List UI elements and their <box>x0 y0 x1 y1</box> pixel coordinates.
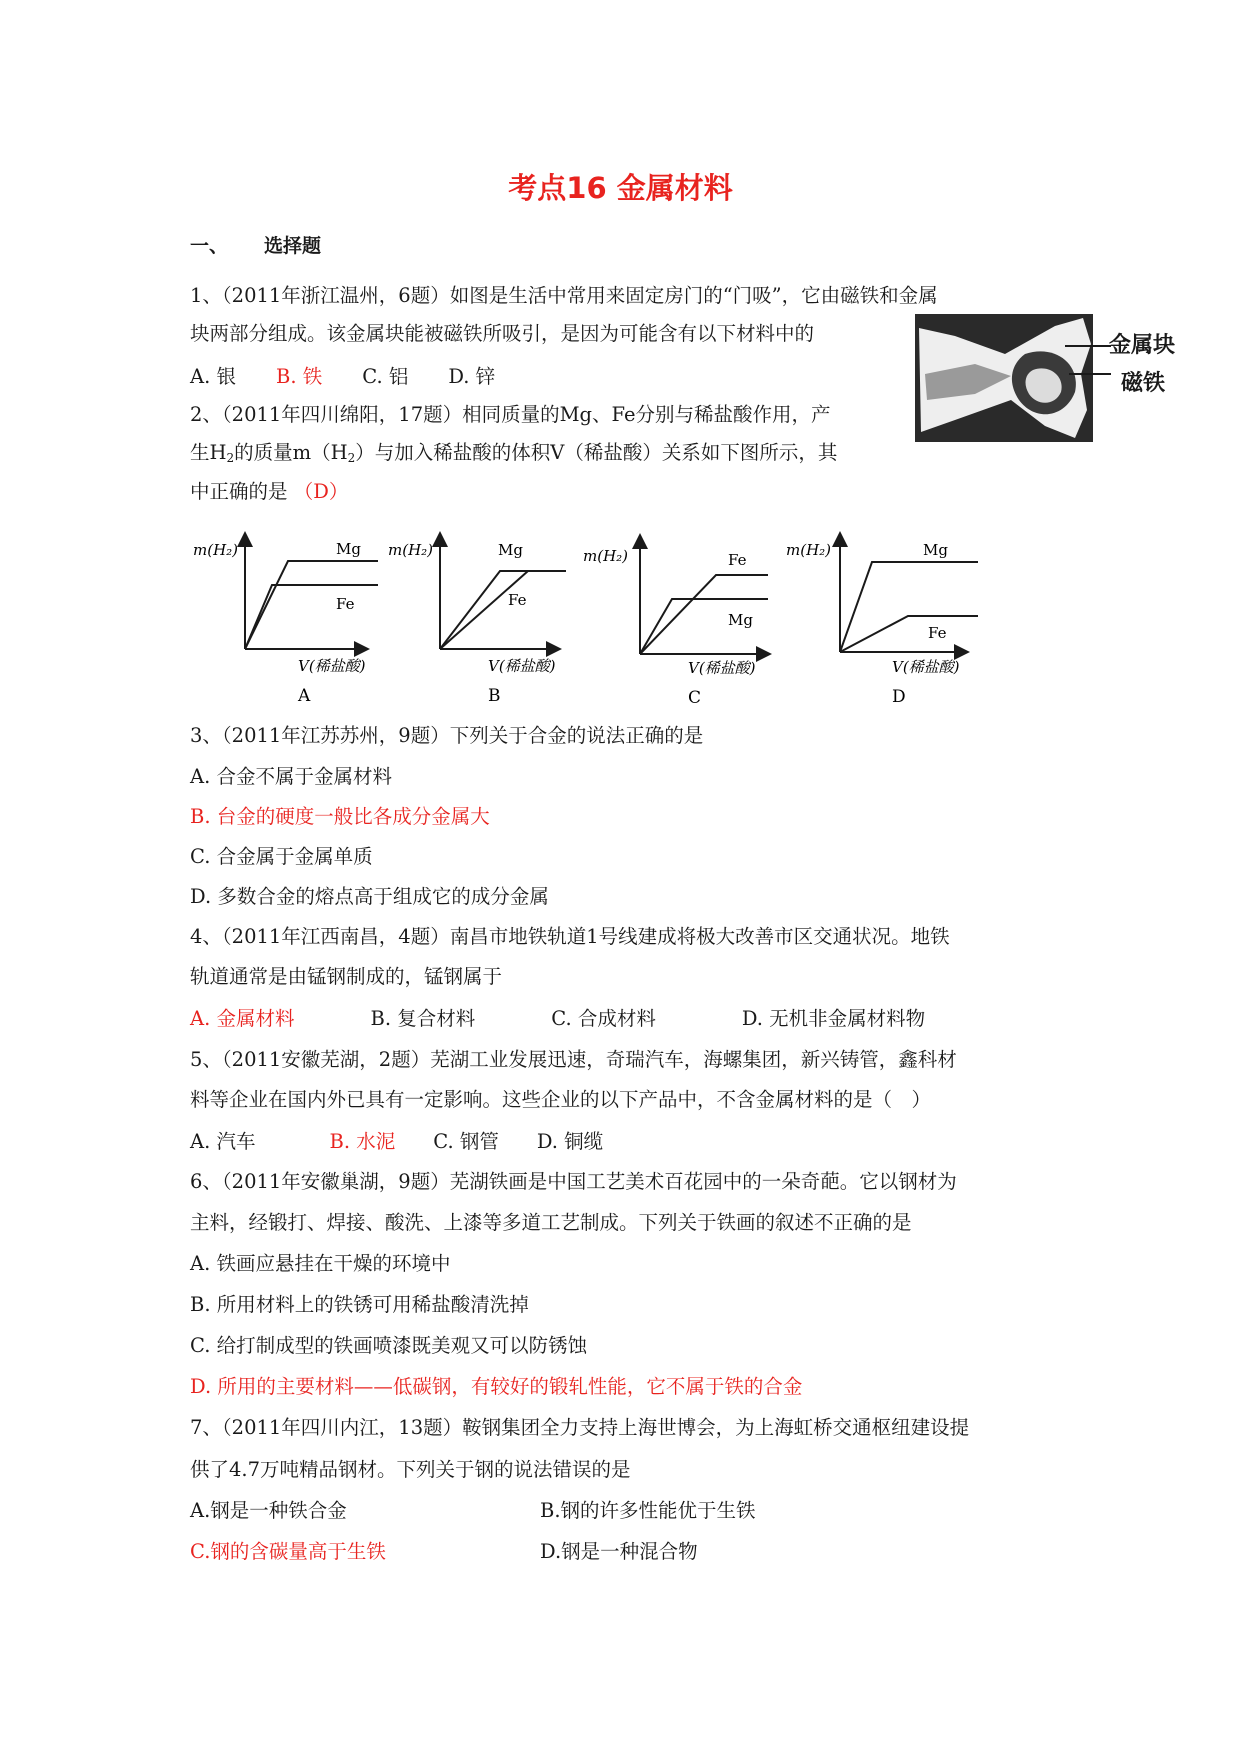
graph-d-ylabel: m(H₂) <box>786 541 832 559</box>
q1-option-d: D. 锌 <box>448 365 496 388</box>
graph-b <box>388 535 566 706</box>
graph-a-bottom-label: Fe <box>336 595 355 613</box>
graph-c-xlabel: V(稀盐酸) <box>688 659 756 677</box>
q2-text: ）与加入稀盐酸的体积V（稀盐酸）关系如下图所示，其 <box>355 441 838 464</box>
q2-subscript: 2 <box>347 451 356 465</box>
q3-option-a: A. 合金不属于金属材料 <box>190 765 392 788</box>
graph-b-ylabel: m(H₂) <box>388 541 434 559</box>
graph-a-letter: A <box>298 686 311 706</box>
page-title: 考点16 金属材料 <box>508 171 733 205</box>
q5-option-c: C. 钢管 <box>433 1130 499 1153</box>
q5-stem-line2: 料等企业在国内外已具有一定影响。这些企业的以下产品中，不含金属材料的是（ ） <box>190 1088 932 1111</box>
graph-d-letter: D <box>892 687 906 707</box>
q4-stem-line1: 4、（2011年江西南昌，4题）南昌市地铁轨道1号线建成将极大改善市区交通状况。地铁 <box>190 925 950 948</box>
graph-c <box>583 537 768 708</box>
q7-option-c-answer: C.钢的含碳量高于生铁 <box>190 1540 386 1563</box>
q6-stem-line2: 主料，经锻打、焊接、酸洗、上漆等多道工艺制成。下列关于铁画的叙述不正确的是 <box>190 1211 912 1234</box>
q2-subscript: 2 <box>226 451 235 465</box>
metal-block-label: 金属块 <box>1109 332 1176 358</box>
graph-a <box>193 535 378 706</box>
q4-stem-line2: 轨道通常是由锰钢制成的，锰钢属于 <box>190 965 503 988</box>
q4-option-a-answer: A. 金属材料 <box>190 1007 295 1030</box>
q3-stem: 3、（2011年江苏苏州，9题）下列关于合金的说法正确的是 <box>190 724 704 747</box>
q2-text: 生H <box>190 441 227 464</box>
graph-a-xlabel: V(稀盐酸) <box>298 657 366 675</box>
q5-option-d: D. 铜缆 <box>536 1130 604 1153</box>
door-stopper-image <box>915 314 1207 442</box>
q4-option-d: D. 无机非金属材料物 <box>741 1007 926 1030</box>
graph-d <box>786 535 978 707</box>
q3-option-c: C. 合金属于金属单质 <box>190 845 373 868</box>
section-label: 选择题 <box>264 235 322 257</box>
graph-c-bottom-label: Mg <box>728 611 753 629</box>
graph-c-top-label: Fe <box>728 551 747 569</box>
graph-b-fe-line <box>440 571 528 649</box>
q2-answer: （D） <box>293 480 349 503</box>
graph-b-letter: B <box>488 686 501 706</box>
q2-stem-line2 <box>190 443 837 464</box>
q6-option-d-answer: D. 所用的主要材料——低碳钢，有较好的锻轧性能，它不属于铁的合金 <box>190 1375 803 1398</box>
q2-stem-line1: 2、（2011年四川绵阳，17题）相同质量的Mg、Fe分别与稀盐酸作用，产 <box>190 403 831 426</box>
q7-option-d: D.钢是一种混合物 <box>540 1540 698 1563</box>
graph-a-mg-line <box>245 561 378 649</box>
graph-a-fe-line <box>245 585 378 649</box>
graph-b-bottom-label: Fe <box>508 591 527 609</box>
q7-stem-line1: 7、（2011年四川内江，13题）鞍钢集团全力支持上海世博会，为上海虹桥交通枢纽建设提 <box>190 1416 970 1439</box>
q5-option-a: A. 汽车 <box>190 1130 256 1153</box>
graph-c-letter: C <box>688 688 702 708</box>
q1-options <box>190 367 495 387</box>
q2-text: 的质量m（H <box>234 441 348 464</box>
q6-option-c: C. 给打制成型的铁画喷漆既美观又可以防锈蚀 <box>190 1334 588 1357</box>
graph-d-bottom-label: Fe <box>928 624 947 642</box>
q2-graphs <box>188 525 1070 720</box>
graph-b-top-label: Mg <box>498 541 523 559</box>
q1-option-c: C. 铝 <box>362 365 409 388</box>
q2-stem-line3 <box>190 482 348 502</box>
q7-stem-line2: 供了4.7万吨精品钢材。下列关于钢的说法错误的是 <box>190 1458 631 1481</box>
graph-a-top-label: Mg <box>336 540 361 558</box>
q1-option-b-answer: B. 铁 <box>275 365 323 388</box>
q4-option-b: B. 复合材料 <box>370 1007 476 1030</box>
graph-a-ylabel: m(H₂) <box>193 541 239 559</box>
q6-option-b: B. 所用材料上的铁锈可用稀盐酸清洗掉 <box>190 1293 529 1316</box>
graph-d-fe-line <box>840 616 978 652</box>
q7-option-b: B.钢的许多性能优于生铁 <box>540 1499 756 1522</box>
q5-stem-line1: 5、（2011安徽芜湖，2题）芜湖工业发展迅速，奇瑞汽车，海螺集团，新兴铸管，鑫科材 <box>190 1048 957 1071</box>
graph-d-top-label: Mg <box>923 541 948 559</box>
q1-option-a: A. 银 <box>190 365 236 388</box>
q1-stem-line1: 1、（2011年浙江温州，6题）如图是生活中常用来固定房门的“门吸”，它由磁铁和金属 <box>190 284 938 307</box>
q6-option-a: A. 铁画应悬挂在干燥的环境中 <box>190 1252 451 1275</box>
graph-b-xlabel: V(稀盐酸) <box>488 657 556 675</box>
q2-text: 中正确的是 <box>190 480 294 503</box>
q1-stem-line2: 块两部分组成。该金属块能被磁铁所吸引，是因为可能含有以下材料中的 <box>190 322 815 345</box>
q3-option-d: D. 多数合金的熔点高于组成它的成分金属 <box>190 885 549 908</box>
section-heading <box>190 231 321 258</box>
graph-d-xlabel: V(稀盐酸) <box>892 658 960 676</box>
q7-option-a: A.钢是一种铁合金 <box>190 1499 347 1522</box>
q4-options <box>190 1009 925 1029</box>
section-number: 一、 <box>190 235 229 257</box>
q3-option-b-answer: B. 台金的硬度一般比各成分金属大 <box>190 805 490 828</box>
graph-d-mg-line <box>840 562 978 652</box>
magnet-label: 磁铁 <box>1121 370 1166 396</box>
graph-c-ylabel: m(H₂) <box>583 547 629 565</box>
graph-b-mg-line <box>440 571 566 649</box>
q4-option-c: C. 合成材料 <box>551 1007 656 1030</box>
q5-options <box>190 1132 603 1152</box>
q5-option-b-answer: B. 水泥 <box>329 1130 396 1153</box>
q6-stem-line1: 6、（2011年安徽巢湖，9题）芜湖铁画是中国工艺美术百花园中的一朵奇葩。它以钢材为 <box>190 1170 957 1193</box>
